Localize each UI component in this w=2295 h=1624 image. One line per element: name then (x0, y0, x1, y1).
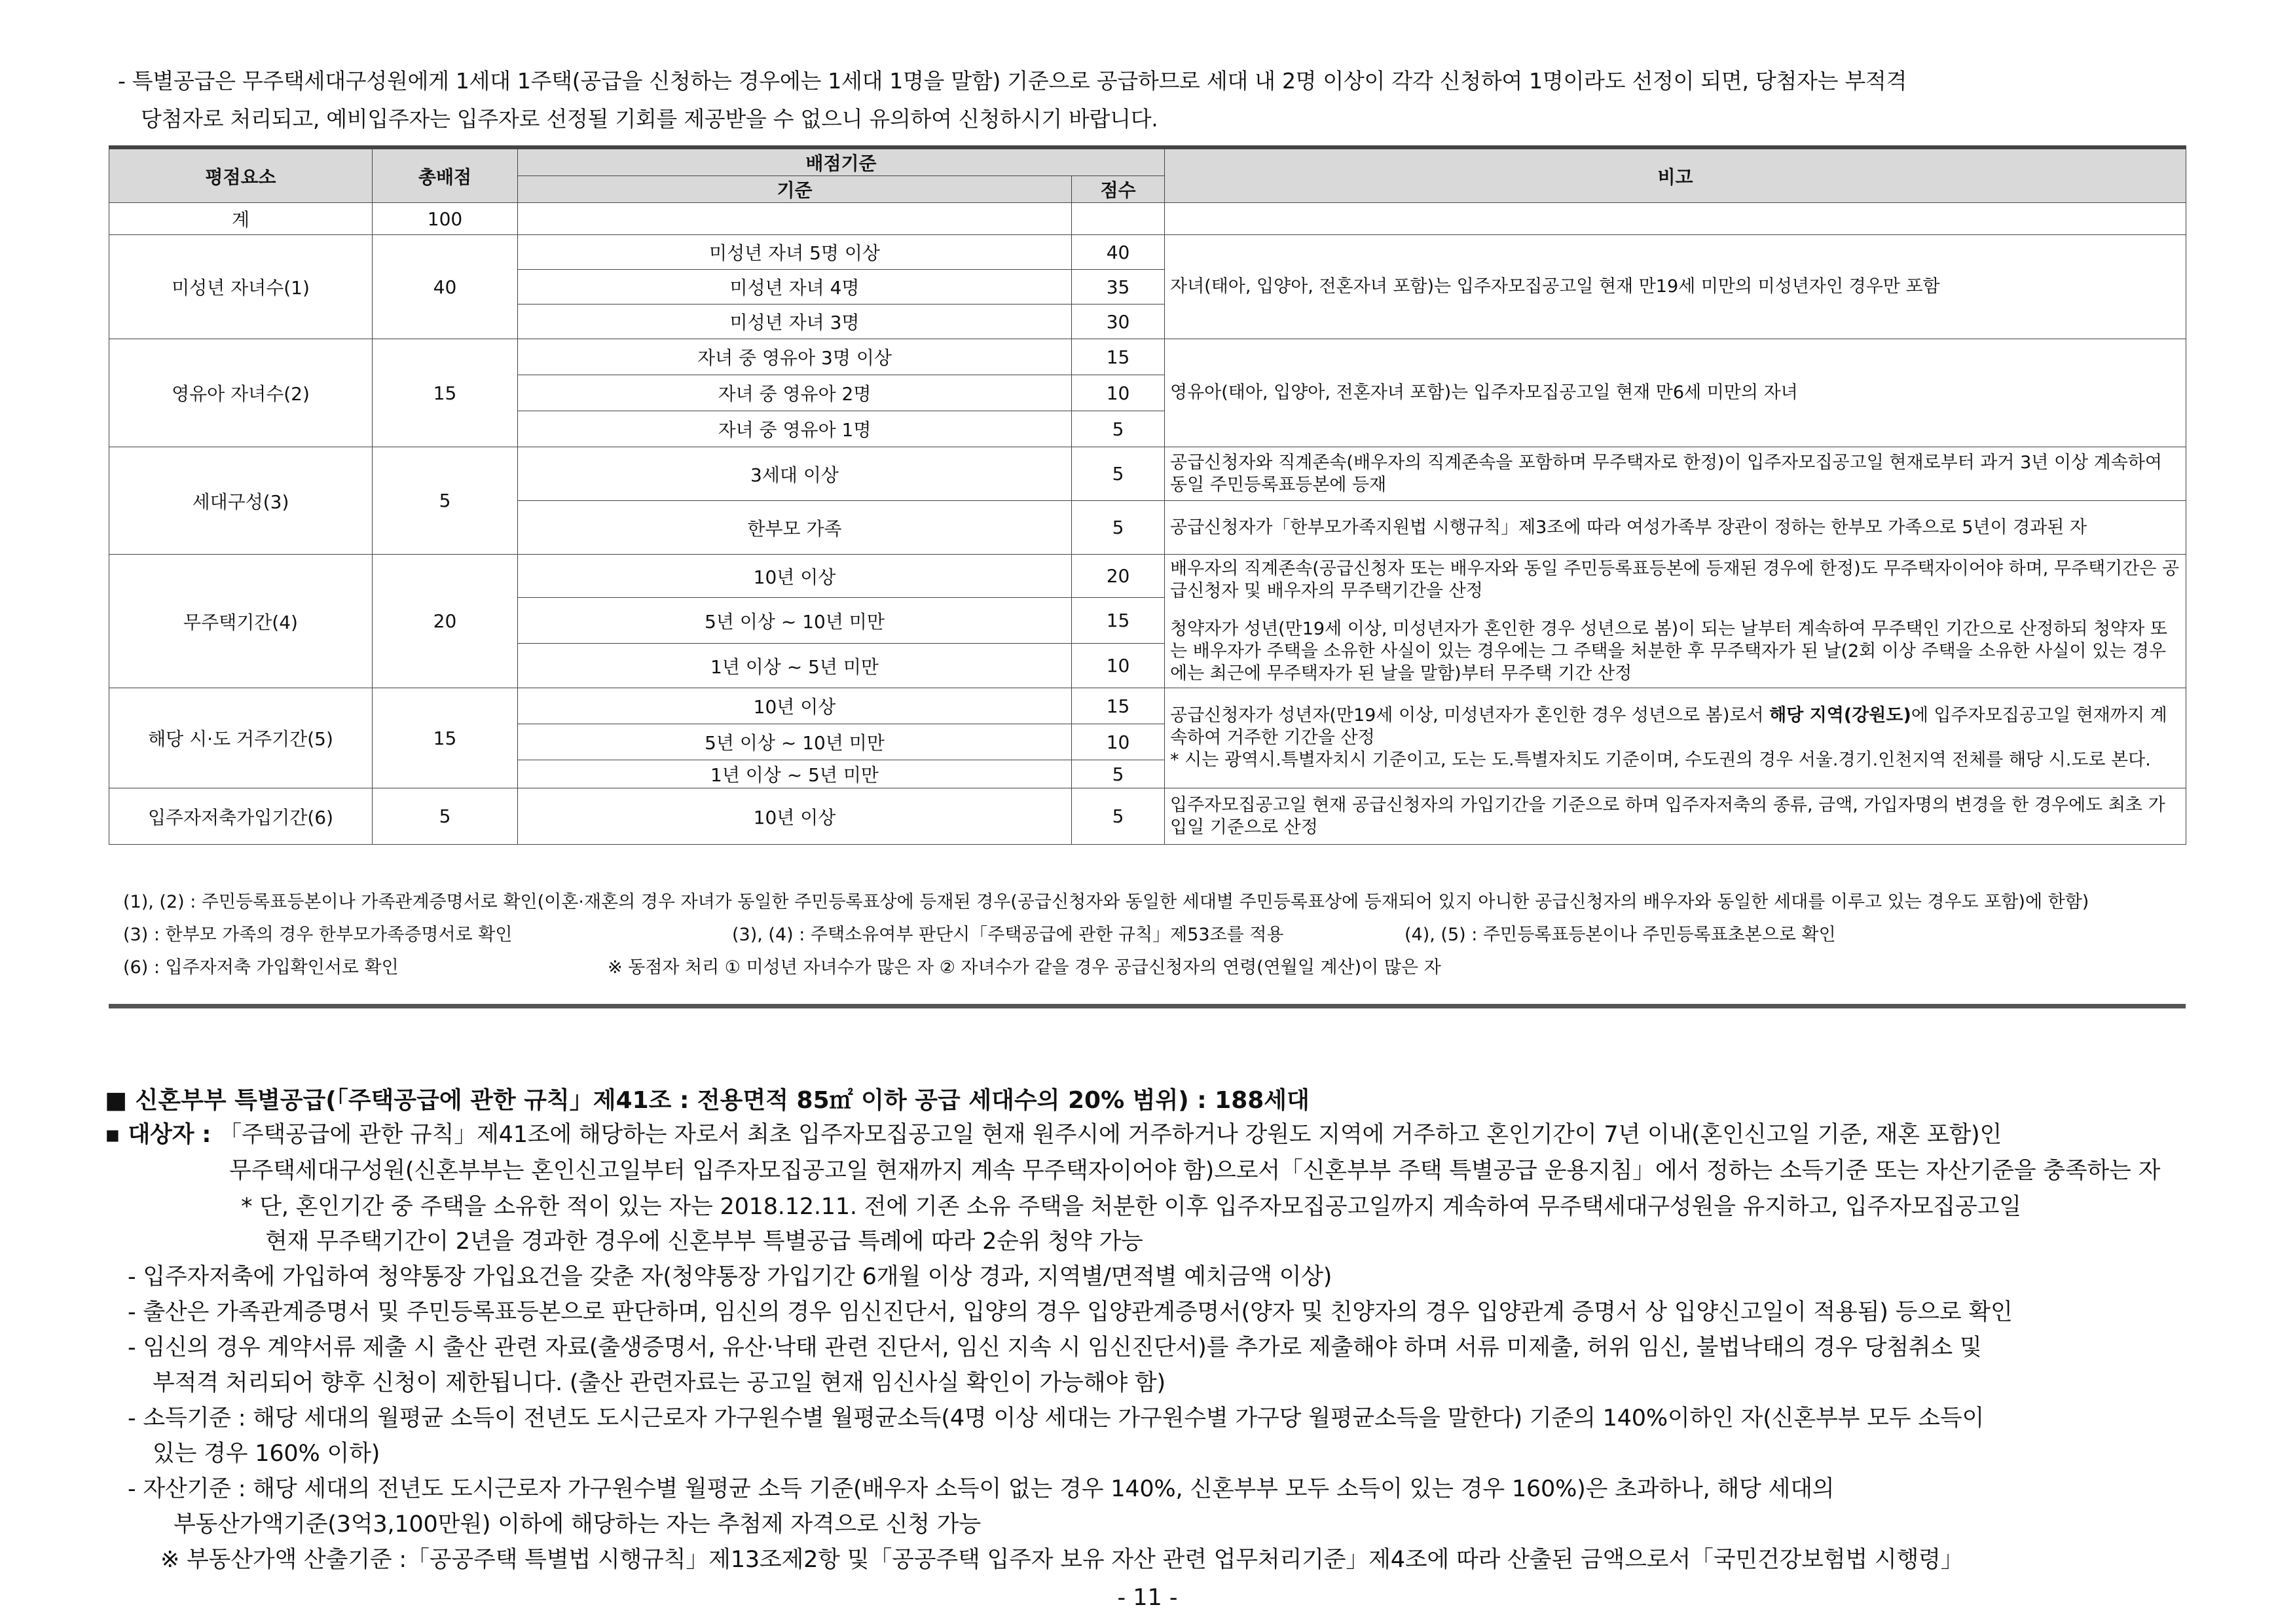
criteria-cell: 5년 이상 ~ 10년 미만 (518, 724, 1072, 760)
household-remark-2: 공급신청자가「한부모가족지원법 시행규칙」제3조에 따라 여성가족부 장관이 정하는 한부모 가족으로 5년이 경과된 자 (1165, 501, 2186, 555)
score-cell: 5 (1072, 788, 1165, 845)
residence-remark-2: * 시는 광역시.특별자치시 기준이고, 도는 도.특별자치도 기준이며, 수도권의 경우 서울.경기.인천지역 전체를 해당 시.도로 본다. (1170, 750, 2151, 770)
score-cell: 10 (1072, 644, 1165, 688)
score-cell: 40 (1072, 235, 1165, 270)
target-label: ▪ 대상자 : (105, 1122, 219, 1148)
header-criteria-group: 배점기준 (518, 147, 1165, 176)
criteria-cell: 미성년 자녀 3명 (518, 304, 1072, 339)
bullet-savings: - 입주자저축에 가입하여 청약통장 가입요건을 갖춘 자(청약통장 가입기간 6개월 이상 경과, 지역별/면적별 예치금액 이상) (128, 1264, 1332, 1290)
section-title: ■ 신혼부부 특별공급(「주택공급에 관한 규칙」제41조 : 전용면적 85㎡ 이하 공급 세대수의 20% 범위) : 188세대 (105, 1087, 1310, 1114)
page-number: - 11 - (1117, 1585, 1178, 1611)
footnote-2b: (3), (4) : 주택소유여부 판단시「주택공급에 관한 규칙」제53조를 적용 (732, 925, 1284, 945)
score-cell: 5 (1072, 411, 1165, 447)
criteria-cell: 3세대 이상 (518, 447, 1072, 501)
residence-total: 15 (373, 688, 518, 788)
score-cell: 15 (1072, 688, 1165, 724)
homeless-remark-1: 배우자의 직계존속(공급신청자 또는 배우자와 동일 주민등록표등본에 등재된 경우에 한정)도 무주택자이어야 하며, 무주택기간은 공급신청자 및 배우자의 무주택기간을 산정 (1170, 558, 2180, 601)
bullet-asset: - 자산기준 : 해당 세대의 전년도 도시근로자 가구원수별 월평균 소득 기준(배우자 소득이 없는 경우 140%, 신혼부부 모두 소득이 있는 경우 160%)은 초과하나, 해당 세대의 (128, 1476, 1835, 1502)
bullet-pregnancy-cont: 부적격 처리되어 향후 신청이 제한됩니다. (출산 관련자료는 공고일 현재 임신사실 확인이 가능해야 함) (153, 1370, 1166, 1396)
criteria-cell: 자녀 중 영유아 1명 (518, 411, 1072, 447)
bullet-realestate-note: ※ 부동산가액 산출기준 :「공공주택 특별법 시행규칙」제13조제2항 및「공공주택 입주자 보유 자산 관련 업무처리기준」제4조에 따라 산출된 금액으로서「국민건강보험법 시행령」 (160, 1547, 1964, 1573)
score-cell: 15 (1072, 598, 1165, 644)
intro-line-1: - 특별공급은 무주택세대구성원에게 1세대 1주택(공급을 신청하는 경우에는 1세대 1명을 말함) 기준으로 공급하므로 세대 내 2명 이상이 각각 신청하여 1명이라도 선정이 되면, 당첨자는 부적격 (118, 68, 1907, 94)
criteria-cell: 미성년 자녀 5명 이상 (518, 235, 1072, 270)
total-value: 100 (373, 203, 518, 235)
criteria-cell: 1년 이상 ~ 5년 미만 (518, 644, 1072, 688)
score-cell: 5 (1072, 447, 1165, 501)
target-line-4: 현재 무주택기간이 2년을 경과한 경우에 신혼부부 특별공급 특례에 따라 2순위 청약 가능 (265, 1228, 1143, 1255)
homeless-remark (1165, 555, 2186, 688)
target-line-1: ▪ 대상자 : 「주택공급에 관한 규칙」제41조에 해당하는 자로서 최초 입주자모집공고일 현재 원주시에 거주하거나 강원도 지역에 거주하고 혼인기간이 7년 이내(혼인신고일 기준, 재혼 포함)인 (105, 1122, 2002, 1148)
children-total: 40 (373, 235, 518, 339)
children-remark: 자녀(태아, 입양아, 전혼자녀 포함)는 입주자모집공고일 현재 만19세 미만의 미성년자인 경우만 포함 (1165, 235, 2186, 339)
total-label: 계 (109, 203, 373, 235)
bullet-birth: - 출산은 가족관계증명서 및 주민등록표등본으로 판단하며, 임신의 경우 임신진단서, 입양의 경우 입양관계증명서(양자 및 친양자의 경우 입양관계 증명서 상 입양신고일이 적용됨) 등으로 확인 (128, 1299, 2013, 1325)
homeless-label: 무주택기간(4) (109, 555, 373, 688)
footnote-3a: (6) : 입주자저축 가입확인서로 확인 (123, 957, 399, 978)
household-total: 5 (373, 447, 518, 555)
score-cell: 35 (1072, 270, 1165, 304)
header-criteria: 기준 (518, 176, 1072, 203)
criteria-cell: 자녀 중 영유아 3명 이상 (518, 339, 1072, 375)
score-cell: 10 (1072, 375, 1165, 411)
household-remark-1: 공급신청자와 직계존속(배우자의 직계존속을 포함하며 무주택자로 한정)이 입주자모집공고일 현재로부터 과거 3년 이상 계속하여 동일 주민등록표등본에 등재 (1165, 447, 2186, 501)
header-score: 점수 (1072, 176, 1165, 203)
criteria-cell: 미성년 자녀 4명 (518, 270, 1072, 304)
residence-remark: 공급신청자가 성년자(만19세 이상, 미성년자가 혼인한 경우 성년으로 봄)로서 해당 지역(강원도)에 입주자모집공고일 현재까지 계속하여 거주한 기간을 산정 * 시는 광역시.특별자치시 기준이고, 도는 도.특별자치도 기준이며, 수도권의 경우 서울.경기.인천지역 전체를 해당 시.도로 본다. (1165, 688, 2186, 788)
target-line-2: 무주택세대구성원(신혼부부는 혼인신고일부터 입주자모집공고일 현재까지 계속 무주택자이어야 함)으로서「신혼부부 주택 특별공급 운용지침」에서 정하는 소득기준 또는 자산기준을 충족하는 자 (229, 1158, 2161, 1184)
household-label: 세대구성(3) (109, 447, 373, 555)
infants-total: 15 (373, 339, 518, 447)
bullet-income: - 소득기준 : 해당 세대의 월평균 소득이 전년도 도시근로자 가구원수별 월평균소득(4명 이상 세대는 가구원수별 가구당 월평균소득을 말한다) 기준의 140%이하인 자(신혼부부 모두 소득이 (128, 1405, 1985, 1431)
criteria-cell: 5년 이상 ~ 10년 미만 (518, 598, 1072, 644)
score-cell: 15 (1072, 339, 1165, 375)
intro-line-2: 당첨자로 처리되고, 예비입주자는 입주자로 선정될 기회를 제공받을 수 없으니 유의하여 신청하시기 바랍니다. (141, 106, 1158, 132)
score-cell: 5 (1072, 501, 1165, 555)
score-cell: 20 (1072, 555, 1165, 598)
score-cell: 30 (1072, 304, 1165, 339)
bullet-income-cont: 있는 경우 160% 이하) (153, 1441, 380, 1467)
criteria-cell: 1년 이상 ~ 5년 미만 (518, 760, 1072, 788)
footnote-2a: (3) : 한부모 가족의 경우 한부모가족증명서로 확인 (123, 925, 513, 945)
homeless-total: 20 (373, 555, 518, 688)
criteria-cell: 10년 이상 (518, 688, 1072, 724)
residence-label: 해당 시·도 거주기간(5) (109, 688, 373, 788)
homeless-remark-2: 청약자가 성년(만19세 이상, 미성년자가 혼인한 경우 성년으로 봄)이 되는 날부터 계속하여 무주택인 기간으로 산정하되 청약자 또는 배우자가 주택을 소유한 사실이 있는 경우에는 그 주택을 처분한 후 무주택자가 된 날(2회 이상 주택을 소유한 사실이 있는 경우에는 최근에 무주택자가 된 날을 말함)부터 무주택 기간 산정 (1170, 618, 2167, 684)
score-cell: 5 (1072, 760, 1165, 788)
score-table (109, 145, 2186, 845)
residence-region: 해당 지역(강원도) (1769, 705, 1911, 726)
footnote-3b: ※ 동점자 처리 ① 미성년 자녀수가 많은 자 ② 자녀수가 같을 경우 공급신청자의 연령(연월일 계산)이 많은 자 (608, 957, 1441, 978)
savings-label: 입주자저축가입기간(6) (109, 788, 373, 845)
bullet-pregnancy: - 임신의 경우 계약서류 제출 시 출산 관련 자료(출생증명서, 유산·낙태 관련 진단서, 임신 지속 시 임신진단서)를 추가로 제출해야 하며 서류 미제출, 허위 임신, 불법낙태의 경우 당첨취소 및 (128, 1335, 1982, 1361)
savings-remark: 입주자모집공고일 현재 공급신청자의 가입기간을 기준으로 하며 입주자저축의 종류, 금액, 가입자명의 변경을 한 경우에도 최초 가입일 기준으로 산정 (1165, 788, 2186, 845)
score-cell: 10 (1072, 724, 1165, 760)
infants-remark: 영유아(태아, 입양아, 전혼자녀 포함)는 입주자모집공고일 현재 만6세 미만의 자녀 (1165, 339, 2186, 447)
header-total: 총배점 (373, 147, 518, 203)
criteria-cell: 한부모 가족 (518, 501, 1072, 555)
bullet-asset-cont: 부동산가액기준(3억3,100만원) 이하에 해당하는 자는 추첨제 자격으로 신청 가능 (174, 1511, 981, 1538)
criteria-cell: 자녀 중 영유아 2명 (518, 375, 1072, 411)
footnote-2c: (4), (5) : 주민등록표등본이나 주민등록표초본으로 확인 (1405, 925, 1836, 945)
target-line-3: * 단, 혼인기간 중 주택을 소유한 적이 있는 자는 2018.12.11. 전에 기존 소유 주택을 처분한 이후 입주자모집공고일까지 계속하여 무주택세대구성원을 유지하고, 입주자모집공고일 (241, 1194, 2021, 1220)
children-label: 미성년 자녀수(1) (109, 235, 373, 339)
infants-label: 영유아 자녀수(2) (109, 339, 373, 447)
header-remark: 비고 (1165, 147, 2186, 203)
savings-total: 5 (373, 788, 518, 845)
divider-rule (109, 1004, 2186, 1008)
footnote-1: (1), (2) : 주민등록표등본이나 가족관계증명서로 확인(이혼·재혼의 경우 자녀가 동일한 주민등록표상에 등재된 경우(공급신청자와 동일한 세대별 주민등록표상에 등재되어 있지 아니한 공급신청자의 배우자와 동일한 세대를 이루고 있는 경우도 포함)에 한함) (123, 892, 2089, 912)
criteria-cell: 10년 이상 (518, 788, 1072, 845)
criteria-cell: 10년 이상 (518, 555, 1072, 598)
header-factor: 평점요소 (109, 147, 373, 203)
